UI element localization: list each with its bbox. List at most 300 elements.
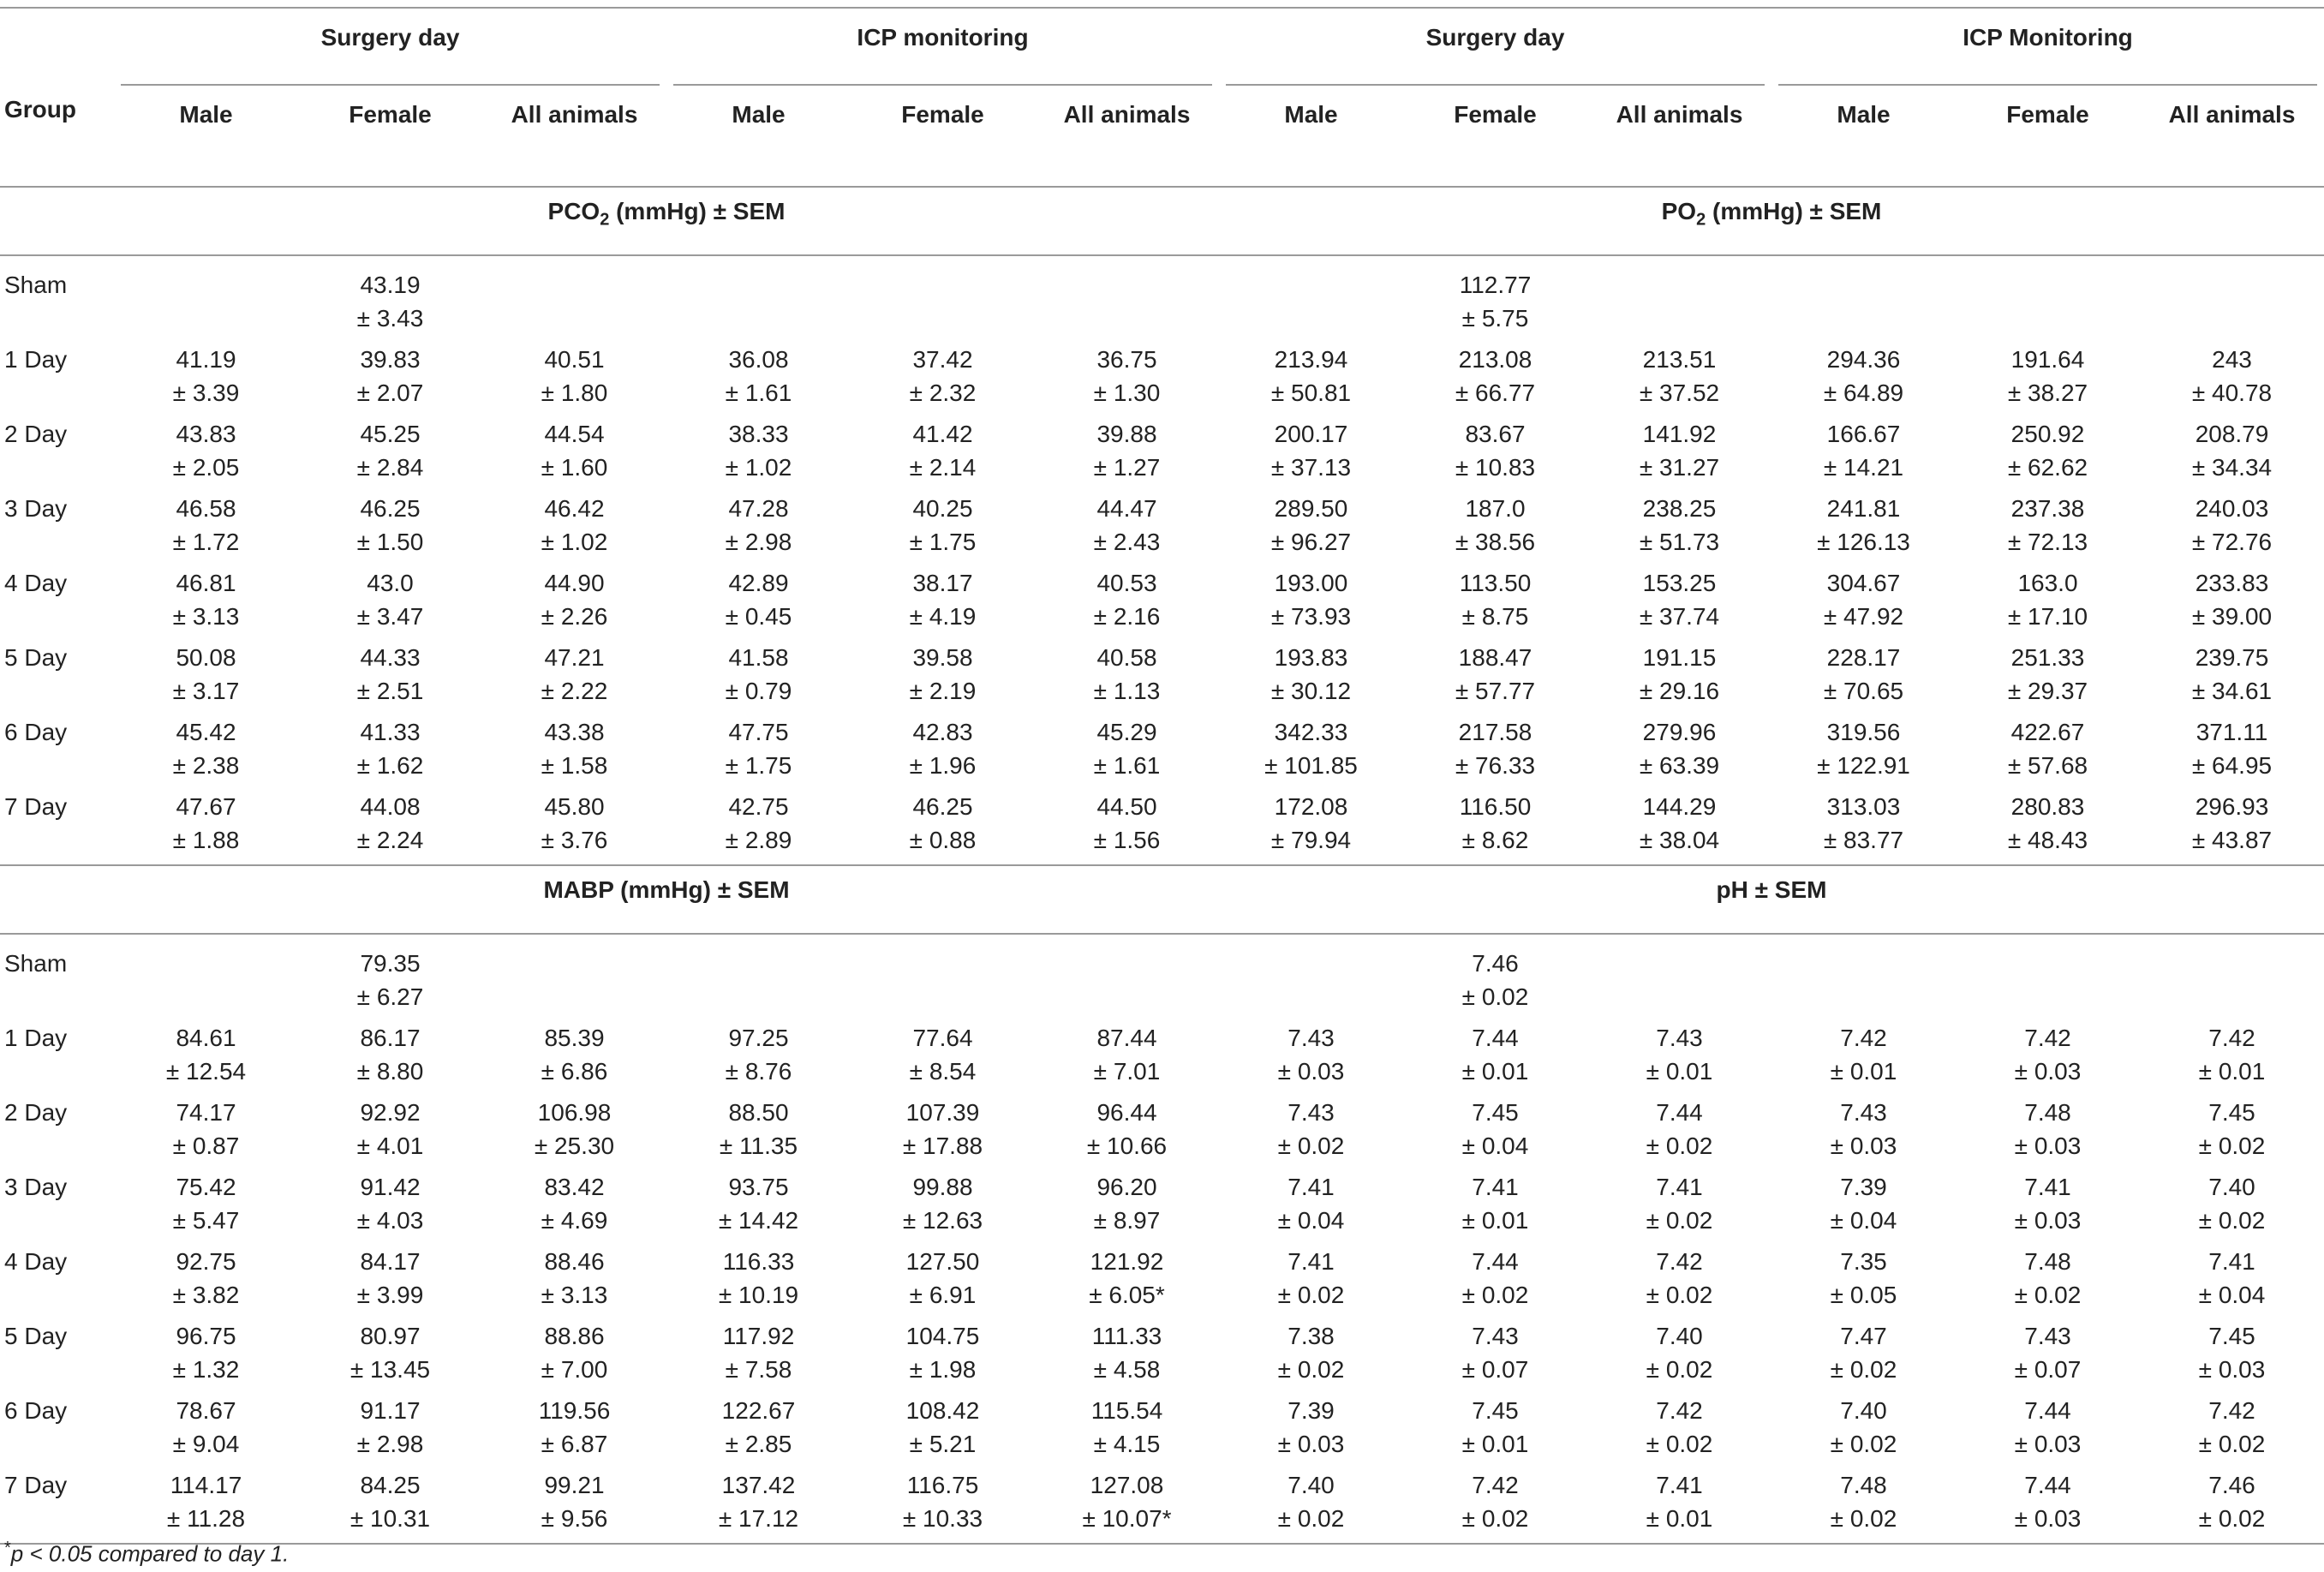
cell-sem: ± 1.75: [909, 529, 977, 555]
cell-mean: 116.75: [906, 1472, 979, 1498]
table-cell: [851, 566, 1035, 641]
cell-sem: ± 1.13: [1093, 678, 1161, 704]
cell-sem: ± 0.07: [2014, 1356, 2082, 1383]
cell-sem: ± 29.37: [2007, 678, 2088, 704]
table-cell: [2140, 343, 2324, 417]
cell-mean: 113.50: [1459, 570, 1532, 596]
cell-sem: ± 0.02: [1461, 983, 1529, 1010]
table-cell: [2140, 1468, 2324, 1544]
row-group-label: 6 Day: [4, 1397, 68, 1424]
table-cell: [1219, 1021, 1403, 1096]
cell-sem: ± 1.80: [541, 380, 608, 406]
table-cell: [1403, 1245, 1587, 1319]
table-cell: [2140, 1021, 2324, 1096]
table-cell: [1035, 492, 1219, 566]
cell-mean: 45.80: [544, 793, 605, 820]
column-header: All animals: [1616, 101, 1743, 128]
cell-mean: 7.43: [2024, 1323, 2071, 1349]
table-cell: [1219, 934, 1403, 1021]
cell-sem: ± 1.62: [356, 752, 424, 779]
cell-sem: ± 1.27: [1093, 454, 1161, 481]
cell-mean: 127.50: [905, 1248, 980, 1275]
row-group-label: 2 Day: [4, 421, 68, 447]
table-cell: [1219, 1394, 1403, 1468]
table-cell: [298, 492, 482, 566]
table-cell: [1035, 255, 1219, 343]
cell-mean: 43.0: [367, 570, 414, 596]
cell-sem: ± 73.93: [1270, 603, 1352, 630]
cell-sem: ± 1.02: [725, 454, 792, 481]
cell-sem: ± 0.03: [2198, 1356, 2266, 1383]
table-cell: [1403, 1468, 1587, 1544]
table-cell: [1956, 715, 2140, 790]
cell-sem: ± 122.91: [1817, 752, 1910, 779]
table-cell: [1587, 492, 1771, 566]
table-cell: [666, 1021, 851, 1096]
table-cell: [1956, 1468, 2140, 1544]
cell-sem: ± 17.12: [718, 1505, 799, 1532]
cell-sem: ± 1.72: [172, 529, 240, 555]
cell-mean: 7.44: [2024, 1472, 2071, 1498]
cell-mean: 7.41: [1656, 1472, 1703, 1498]
cell-sem: ± 0.02: [2198, 1133, 2266, 1159]
cell-sem: ± 1.58: [541, 752, 608, 779]
table-cell: [1587, 1170, 1771, 1245]
cell-sem: ± 70.65: [1823, 678, 1904, 704]
cell-mean: 44.90: [544, 570, 605, 596]
cell-sem: ± 2.84: [356, 454, 424, 481]
cell-sem: ± 34.61: [2191, 678, 2273, 704]
cell-mean: 43.83: [176, 421, 236, 447]
table-cell: [482, 255, 666, 343]
cell-sem: ± 0.02: [2014, 1282, 2082, 1308]
table-cell: [298, 1394, 482, 1468]
cell-sem: ± 1.60: [541, 454, 608, 481]
cell-mean: 217.58: [1458, 719, 1532, 745]
cell-mean: 7.41: [1472, 1174, 1519, 1200]
table-cell: [1035, 641, 1219, 715]
table-cell: [1587, 1096, 1771, 1170]
cell-mean: 319.56: [1826, 719, 1901, 745]
cell-mean: 116.50: [1459, 793, 1532, 820]
table-cell: [1587, 417, 1771, 492]
table-cell: [1956, 790, 2140, 865]
cell-sem: ± 3.99: [356, 1282, 424, 1308]
cell-mean: 422.67: [2010, 719, 2085, 745]
table-cell: [1219, 417, 1403, 492]
table-row: [0, 1096, 2324, 1170]
table-cell: [1771, 790, 1956, 865]
cell-sem: ± 0.01: [1830, 1058, 1897, 1085]
table-cell: [1956, 1245, 2140, 1319]
column-header: All animals: [1063, 101, 1191, 128]
cell-mean: 42.75: [728, 793, 789, 820]
table-cell: [1956, 417, 2140, 492]
cell-sem: ± 6.27: [356, 983, 424, 1010]
table-cell: [666, 1245, 851, 1319]
table-cell: [1587, 934, 1771, 1021]
cell-sem: ± 2.38: [172, 752, 240, 779]
cell-mean: 40.51: [544, 346, 605, 373]
footnote: *p < 0.05 compared to day 1.: [4, 1539, 290, 1567]
cell-mean: 84.25: [360, 1472, 421, 1498]
cell-sem: ± 0.02: [2198, 1505, 2266, 1532]
cell-sem: ± 1.61: [725, 380, 792, 406]
cell-mean: 7.45: [1472, 1397, 1519, 1424]
cell-mean: 41.58: [728, 644, 789, 671]
table-cell: [1035, 566, 1219, 641]
cell-sem: ± 25.30: [534, 1133, 615, 1159]
cell-sem: ± 3.13: [172, 603, 240, 630]
table-cell: [482, 417, 666, 492]
table-cell: [298, 1170, 482, 1245]
table-cell: [114, 715, 298, 790]
row-group-label: 2 Day: [4, 1099, 68, 1126]
cell-mean: 40.25: [912, 495, 973, 522]
table-cell: [1771, 492, 1956, 566]
cell-mean: 371.11: [2196, 719, 2268, 745]
cell-mean: 7.41: [1656, 1174, 1703, 1200]
cell-mean: 47.67: [176, 793, 236, 820]
cell-sem: ± 8.62: [1461, 827, 1529, 853]
cell-mean: 7.47: [1840, 1323, 1887, 1349]
table-cell: [1956, 492, 2140, 566]
cell-sem: ± 2.14: [909, 454, 977, 481]
cell-mean: 7.48: [2024, 1099, 2071, 1126]
cell-sem: ± 64.89: [1823, 380, 1904, 406]
cell-mean: 187.0: [1465, 495, 1526, 522]
table-cell: [2140, 492, 2324, 566]
cell-sem: ± 1.02: [541, 529, 608, 555]
cell-sem: ± 2.19: [909, 678, 977, 704]
cell-sem: ± 3.76: [541, 827, 608, 853]
cell-mean: 39.58: [912, 644, 973, 671]
table-cell: [1587, 641, 1771, 715]
table-cell: [1956, 343, 2140, 417]
cell-mean: 37.42: [912, 346, 973, 373]
cell-sem: ± 0.03: [1277, 1431, 1345, 1457]
cell-sem: ± 0.04: [1830, 1207, 1897, 1234]
cell-mean: 38.33: [728, 421, 789, 447]
table-cell: [1956, 1319, 2140, 1394]
table-cell: [482, 1468, 666, 1544]
cell-sem: ± 14.21: [1823, 454, 1904, 481]
table-cell: [666, 1096, 851, 1170]
table-cell: [298, 566, 482, 641]
table-cell: [482, 1319, 666, 1394]
table-cell: [851, 343, 1035, 417]
cell-sem: ± 0.88: [909, 827, 977, 853]
cell-mean: 84.61: [176, 1025, 236, 1051]
cell-sem: ± 0.01: [1461, 1058, 1529, 1085]
cell-sem: ± 0.02: [1646, 1356, 1713, 1383]
cell-mean: 296.93: [2195, 793, 2269, 820]
cell-sem: ± 4.58: [1093, 1356, 1161, 1383]
table-cell: [298, 934, 482, 1021]
cell-mean: 7.42: [1656, 1397, 1703, 1424]
cell-sem: ± 0.03: [2014, 1505, 2082, 1532]
cell-mean: 46.42: [544, 495, 605, 522]
cell-sem: ± 1.88: [172, 827, 240, 853]
table-cell: [1587, 343, 1771, 417]
table-cell: [1219, 255, 1403, 343]
table-cell: [1403, 1319, 1587, 1394]
cell-sem: ± 4.15: [1093, 1431, 1161, 1457]
table-row: [0, 1170, 2324, 1245]
table-cell: [1956, 1394, 2140, 1468]
table-cell: [1403, 934, 1587, 1021]
table-cell: [1219, 1096, 1403, 1170]
row-group-label: 4 Day: [4, 570, 68, 596]
cell-sem: ± 48.43: [2007, 827, 2088, 853]
cell-mean: 96.75: [176, 1323, 236, 1349]
table-cell: [851, 492, 1035, 566]
cell-sem: ± 10.83: [1455, 454, 1536, 481]
cell-sem: ± 38.56: [1455, 529, 1536, 555]
cell-mean: 93.75: [728, 1174, 789, 1200]
cell-mean: 116.33: [722, 1248, 795, 1275]
table-cell: [2140, 255, 2324, 343]
table-cell: [666, 417, 851, 492]
table-cell: [482, 715, 666, 790]
table-cell: [1035, 715, 1219, 790]
table-cell: [1587, 1021, 1771, 1096]
section-title-right: pH ± SEM: [1716, 876, 1827, 903]
cell-sem: ± 3.39: [172, 380, 240, 406]
cell-sem: ± 0.02: [1461, 1505, 1529, 1532]
cell-mean: 7.41: [2024, 1174, 2071, 1200]
table-cell: [1771, 1245, 1956, 1319]
table-cell: [1035, 1394, 1219, 1468]
row-group-label: Sham: [4, 950, 68, 977]
cell-sem: ± 34.34: [2191, 454, 2273, 481]
table-cell: [1771, 417, 1956, 492]
cell-sem: ± 8.76: [725, 1058, 792, 1085]
column-header: Male: [732, 101, 786, 128]
table-cell: [1219, 343, 1403, 417]
cell-mean: 43.19: [360, 272, 421, 298]
cell-mean: 111.33: [1091, 1323, 1162, 1349]
cell-mean: 46.25: [360, 495, 421, 522]
table-cell: [114, 934, 298, 1021]
cell-mean: 7.41: [1287, 1174, 1335, 1200]
cell-sem: ± 3.43: [356, 305, 424, 332]
column-header: Male: [179, 101, 233, 128]
cell-sem: ± 0.79: [725, 678, 792, 704]
table-cell: [1403, 566, 1587, 641]
cell-mean: 191.64: [2010, 346, 2085, 373]
cell-mean: 166.67: [1826, 421, 1901, 447]
cell-mean: 84.17: [360, 1248, 421, 1275]
cell-sem: ± 0.02: [1646, 1207, 1713, 1234]
table-row: [0, 1468, 2324, 1544]
cell-sem: ± 6.05*: [1089, 1282, 1165, 1308]
table-cell: [1035, 417, 1219, 492]
table-cell: [1771, 1319, 1956, 1394]
cell-mean: 7.39: [1287, 1397, 1335, 1424]
cell-mean: 127.08: [1090, 1472, 1164, 1498]
table-cell: [1219, 715, 1403, 790]
table-cell: [114, 1096, 298, 1170]
cell-mean: 163.0: [2017, 570, 2078, 596]
cell-sem: ± 126.13: [1817, 529, 1910, 555]
cell-mean: 119.56: [538, 1397, 611, 1424]
cell-mean: 87.44: [1096, 1025, 1157, 1051]
cell-sem: ± 7.01: [1093, 1058, 1161, 1085]
cell-sem: ± 17.88: [902, 1133, 983, 1159]
table-cell: [482, 1021, 666, 1096]
table-cell: [1587, 790, 1771, 865]
cell-mean: 7.45: [1472, 1099, 1519, 1126]
cell-mean: 40.53: [1096, 570, 1157, 596]
cell-sem: ± 0.03: [2014, 1431, 2082, 1457]
table-row: [0, 566, 2324, 641]
cell-mean: 39.88: [1096, 421, 1157, 447]
cell-mean: 46.25: [912, 793, 973, 820]
cell-mean: 7.44: [1472, 1248, 1519, 1275]
table-row: [0, 343, 2324, 417]
table-cell: [851, 255, 1035, 343]
table-cell: [1035, 1096, 1219, 1170]
cell-mean: 36.08: [728, 346, 789, 373]
table-cell: [851, 641, 1035, 715]
row-group-label: 3 Day: [4, 495, 68, 522]
cell-mean: 44.50: [1096, 793, 1157, 820]
table-cell: [1956, 641, 2140, 715]
table-cell: [114, 566, 298, 641]
cell-sem: ± 96.27: [1270, 529, 1352, 555]
table-cell: [1403, 417, 1587, 492]
cell-mean: 114.17: [170, 1472, 242, 1498]
cell-mean: 112.77: [1459, 272, 1532, 298]
cell-mean: 7.46: [1472, 950, 1519, 977]
cell-mean: 7.40: [1287, 1472, 1335, 1498]
cell-sem: ± 47.92: [1823, 603, 1904, 630]
cell-sem: ± 63.39: [1639, 752, 1720, 779]
cell-mean: 85.39: [544, 1025, 605, 1051]
table-cell: [1219, 566, 1403, 641]
cell-sem: ± 31.27: [1639, 454, 1720, 481]
cell-mean: 39.83: [360, 346, 421, 373]
section-blank-cell: [0, 865, 114, 934]
table-cell: [2140, 1096, 2324, 1170]
cell-sem: ± 2.24: [356, 827, 424, 853]
table-row: [0, 255, 2324, 343]
table-cell: [2140, 1394, 2324, 1468]
cell-sem: ± 0.01: [1461, 1207, 1529, 1234]
cell-mean: 7.40: [2208, 1174, 2255, 1200]
table-cell: [1587, 255, 1771, 343]
table-cell: [1219, 1319, 1403, 1394]
table-row: [0, 1021, 2324, 1096]
cell-sem: ± 10.07*: [1082, 1505, 1172, 1532]
cell-mean: 7.42: [2208, 1025, 2255, 1051]
cell-sem: ± 8.80: [356, 1058, 424, 1085]
cell-mean: 47.21: [544, 644, 605, 671]
cell-mean: 78.67: [176, 1397, 236, 1424]
table-row: [0, 417, 2324, 492]
cell-sem: ± 30.12: [1270, 678, 1352, 704]
cell-mean: 7.44: [1656, 1099, 1703, 1126]
row-group-label: 6 Day: [4, 719, 68, 745]
cell-sem: ± 11.28: [166, 1505, 246, 1532]
cell-sem: ± 8.54: [909, 1058, 977, 1085]
table-cell: [482, 1170, 666, 1245]
row-group-label: 5 Day: [4, 644, 68, 671]
cell-sem: ± 0.02: [1830, 1431, 1897, 1457]
table-cell: [1956, 1021, 2140, 1096]
cell-sem: ± 1.61: [1093, 752, 1161, 779]
cell-sem: ± 7.00: [541, 1356, 608, 1383]
cell-sem: ± 62.62: [2007, 454, 2088, 481]
table-cell: [1035, 343, 1219, 417]
cell-mean: 342.33: [1274, 719, 1348, 745]
cell-mean: 7.40: [1656, 1323, 1703, 1349]
cell-mean: 289.50: [1274, 495, 1348, 522]
cell-mean: 43.38: [544, 719, 605, 745]
cell-mean: 141.92: [1642, 421, 1717, 447]
table-cell: [482, 566, 666, 641]
cell-sem: ± 3.17: [172, 678, 240, 704]
cell-mean: 280.83: [2010, 793, 2085, 820]
cell-mean: 97.25: [728, 1025, 789, 1051]
cell-mean: 7.43: [1472, 1323, 1519, 1349]
table-cell: [2140, 641, 2324, 715]
cell-mean: 7.43: [1287, 1099, 1335, 1126]
cell-mean: 7.48: [2024, 1248, 2071, 1275]
cell-mean: 137.42: [721, 1472, 796, 1498]
table-cell: [2140, 566, 2324, 641]
cell-sem: ± 13.45: [349, 1356, 431, 1383]
cell-sem: ± 2.85: [725, 1431, 792, 1457]
cell-sem: ± 2.98: [356, 1431, 424, 1457]
cell-mean: 200.17: [1274, 421, 1348, 447]
table-cell: [1219, 1468, 1403, 1544]
cell-mean: 7.42: [1472, 1472, 1519, 1498]
sub-column-header-row: [0, 86, 2324, 187]
cell-sem: ± 4.19: [909, 603, 977, 630]
cell-mean: 41.33: [360, 719, 421, 745]
cell-sem: ± 37.52: [1639, 380, 1720, 406]
cell-mean: 7.43: [1656, 1025, 1703, 1051]
cell-mean: 191.15: [1642, 644, 1717, 671]
cell-mean: 7.38: [1287, 1323, 1335, 1349]
cell-mean: 7.42: [2208, 1397, 2255, 1424]
cell-sem: ± 40.78: [2191, 380, 2273, 406]
table-cell: [666, 790, 851, 865]
section-title-left: MABP (mmHg) ± SEM: [543, 876, 790, 903]
table-row: [0, 1245, 2324, 1319]
table-cell: [851, 1096, 1035, 1170]
cell-sem: ± 83.77: [1823, 827, 1904, 853]
table-cell: [482, 1245, 666, 1319]
cell-sem: ± 0.03: [2014, 1058, 2082, 1085]
cell-sem: ± 43.87: [2191, 827, 2273, 853]
cell-sem: ± 39.00: [2191, 603, 2273, 630]
cell-mean: 88.46: [544, 1248, 605, 1275]
table-cell: [482, 1394, 666, 1468]
cell-sem: ± 2.98: [725, 529, 792, 555]
cell-sem: ± 2.32: [909, 380, 977, 406]
table-row: [0, 1394, 2324, 1468]
table-cell: [1403, 1096, 1587, 1170]
table-cell: [114, 417, 298, 492]
cell-mean: 7.41: [1287, 1248, 1335, 1275]
cell-sem: ± 64.95: [2191, 752, 2273, 779]
cell-mean: 208.79: [2195, 421, 2269, 447]
cell-mean: 7.42: [1656, 1248, 1703, 1275]
table-cell: [298, 641, 482, 715]
